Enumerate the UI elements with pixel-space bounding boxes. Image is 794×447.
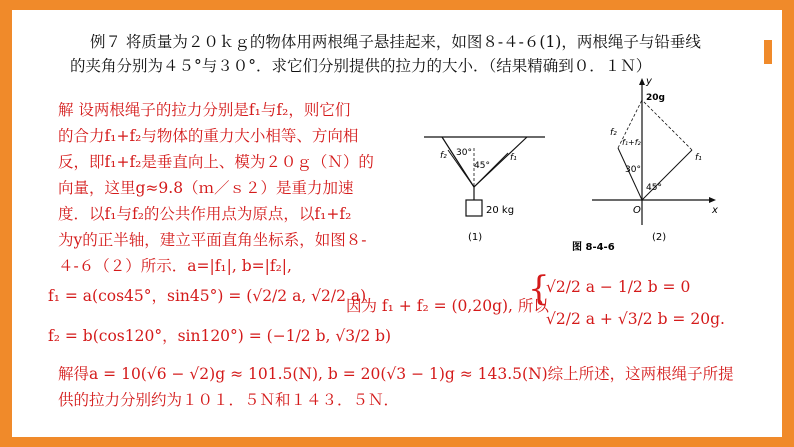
y-axis-arrow-icon	[639, 78, 645, 85]
solution-line-7: ４-６（２）所示．a=|f₁|, b=|f₂|,	[58, 257, 292, 275]
origin-label: O	[633, 205, 641, 216]
figure-1	[424, 137, 545, 243]
solution-line-1: 解 设两根绳子的拉力分别是f₁与f₂，则它们	[58, 101, 351, 119]
axis-y-label: y	[646, 76, 652, 87]
equation-f2: f₂ = b(cos120°，sin120°) = (−1/2 b, √3/2 b)	[48, 327, 392, 345]
axis-x-label: x	[712, 205, 718, 216]
system-equation-2: √2/2 a + √3/2 b = 20g.	[546, 310, 725, 328]
mass-box	[466, 200, 482, 216]
figure-diagrams	[12, 10, 782, 437]
system-intro: 因为 f₁ + f₂ = (0,20g), 所以	[346, 297, 549, 315]
x-axis-arrow-icon	[709, 197, 716, 203]
problem-line-2: 的夹角分别为４５°与３０°．求它们分别提供的拉力的大小．（结果精确到０．１Ｎ）	[70, 57, 652, 75]
solution-line-4: 向量，这里g≈9.8（ｍ／ｓ２）是重力加速	[58, 179, 354, 197]
figure-2	[572, 76, 718, 253]
problem-line-1: 例７ 将质量为２０ｋｇ的物体用两根绳子悬挂起来，如图８-４-６(1)，两根绳子与铅垂线	[90, 33, 701, 51]
f2-label: f₂	[440, 151, 447, 161]
angle-30-label: 30°	[456, 148, 472, 158]
fig2-f1-label: f₁	[695, 153, 702, 163]
solution-line-6: 为y的正半轴，建立平面直角坐标系，如图８-	[58, 231, 367, 249]
20g-label: 20g	[646, 93, 665, 103]
f1-label: f₁	[510, 153, 517, 163]
caption-1: (1)	[468, 232, 483, 243]
figure-title: 图 8-4-6	[572, 242, 615, 253]
solution-line-2: 的合力f₁+f₂与物体的重力大小相等、方向相	[58, 127, 359, 145]
angle-45-label: 45°	[474, 161, 490, 171]
result-line-1: 解得a = 10(√6 − √2)g ≈ 101.5(N), b = 20(√3 − 1)g ≈ 143.5(N)综上所述，这两根绳子所提	[58, 365, 734, 383]
slide	[12, 10, 782, 437]
dashed-2	[642, 100, 692, 150]
mass-label: 20 kg	[486, 205, 515, 216]
fig2-f2-label: f₂	[610, 128, 617, 138]
fig2-angle-45: 45°	[646, 183, 662, 193]
system-equation-1: √2/2 a − 1/2 b = 0	[546, 278, 691, 296]
sum-label: f₁+f₂	[622, 138, 641, 147]
solution-line-3: 反，即f₁+f₂是垂直向上、模为２０ｇ（Ｎ）的	[58, 153, 374, 171]
fig2-angle-30: 30°	[625, 165, 641, 175]
solution-line-5: 度．以f₁与f₂的公共作用点为原点，以f₁+f₂	[58, 205, 352, 223]
system-brace: {	[528, 269, 550, 309]
equation-f1: f₁ = a(cos45°，sin45°) = (√2/2 a, √2/2 a)	[48, 287, 367, 305]
caption-2: (2)	[652, 232, 667, 243]
result-line-2: 供的拉力分别约为１０１．５Ｎ和１４３．５Ｎ．	[58, 391, 400, 409]
